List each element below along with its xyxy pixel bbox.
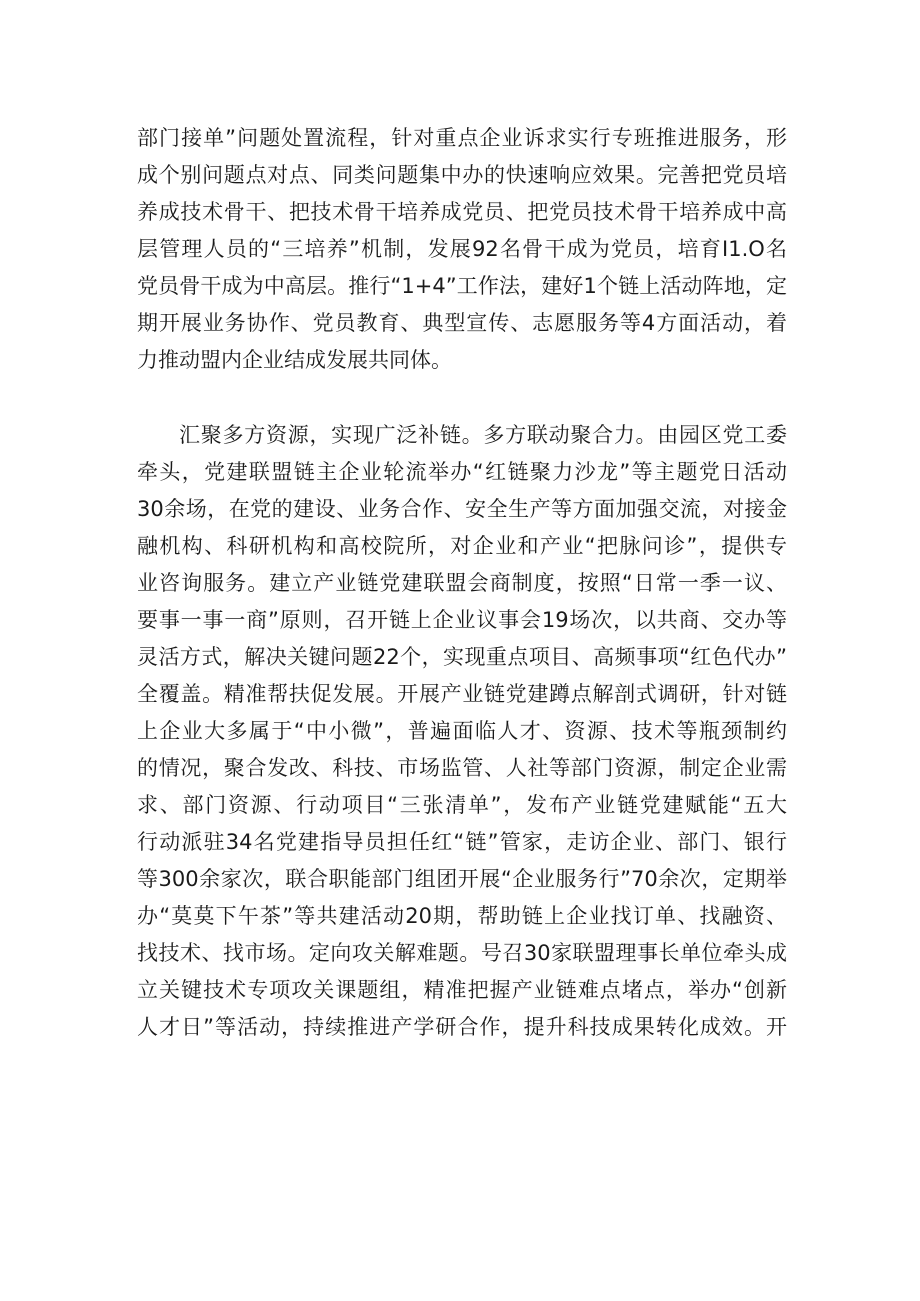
text-line: 的情况，聚合发改、科技、市场监管、人社等部门资源，制定企业需 [137, 756, 787, 780]
text-line: 要事一事一商”原则，召开链上企业议事会19场次，以共商、交办等 [137, 608, 787, 632]
text-line: 业咨询服务。建立产业链党建联盟会商制度，按照“日常一季一议、 [137, 571, 787, 595]
paragraph-resources [137, 417, 787, 1046]
text-line: 期开展业务协作、党员教育、典型宣传、志愿服务等4方面活动，着 [137, 311, 787, 335]
text-line: 立关键技术专项攻关课题组，精准把握产业链难点堵点，举办“创新 [137, 978, 787, 1002]
text-line: 办“莫莫下午茶”等共建活动20期，帮助链上企业找订单、找融资、 [137, 904, 787, 928]
text-line: 找技术、找市场。定向攻关解难题。号召30家联盟理事长单位牵头成 [137, 941, 787, 965]
text-line: 等300余家次，联合职能部门组团开展“企业服务行”70余次，定期举 [137, 867, 787, 891]
text-line: 上企业大多属于“中小微”，普遍面临人才、资源、技术等瓶颈制约 [137, 719, 787, 743]
text-line: 人才日”等活动，持续推进产学研合作，提升科技成果转化成效。开 [137, 1015, 787, 1039]
text-line: 党员骨干成为中高层。推行“1+4”工作法，建好1个链上活动阵地，定 [137, 274, 787, 298]
text-line: 30余场，在党的建设、业务合作、安全生产等方面加强交流，对接金 [137, 497, 787, 521]
text-line: 部门接单”问题处置流程，针对重点企业诉求实行专班推进服务，形 [137, 126, 787, 150]
text-line: 养成技术骨干、把技术骨干培养成党员、把党员技术骨干培养成中高 [137, 200, 787, 224]
text-line: 成个别问题点对点、同类问题集中办的快速响应效果。完善把党员培 [137, 163, 787, 187]
paragraph-continued [137, 120, 787, 379]
text-line: 力推动盟内企业结成发展共同体。 [137, 348, 452, 372]
text-line: 求、部门资源、行动项目“三张清单”，发布产业链党建赋能“五大 [137, 793, 787, 817]
text-line: 灵活方式，解决关键问题22个，实现重点项目、高频事项“红色代办” [137, 645, 787, 669]
text-line: 融机构、科研机构和高校院所，对企业和产业“把脉问诊”，提供专 [137, 534, 787, 558]
text-line: 全覆盖。精准帮扶促发展。开展产业链党建蹲点解剖式调研，针对链 [137, 682, 787, 706]
text-line: 牵头，党建联盟链主企业轮流举办“红链聚力沙龙”等主题党日活动 [137, 460, 787, 484]
text-line: 层管理人员的“三培养”机制，发展92名骨干成为党员，培育I1.O名 [137, 237, 787, 261]
text-line: 行动派驻34名党建指导员担任红“链”管家，走访企业、部门、银行 [137, 830, 787, 854]
text-line: 汇聚多方资源，实现广泛补链。多方联动聚合力。由园区党工委 [179, 423, 787, 447]
